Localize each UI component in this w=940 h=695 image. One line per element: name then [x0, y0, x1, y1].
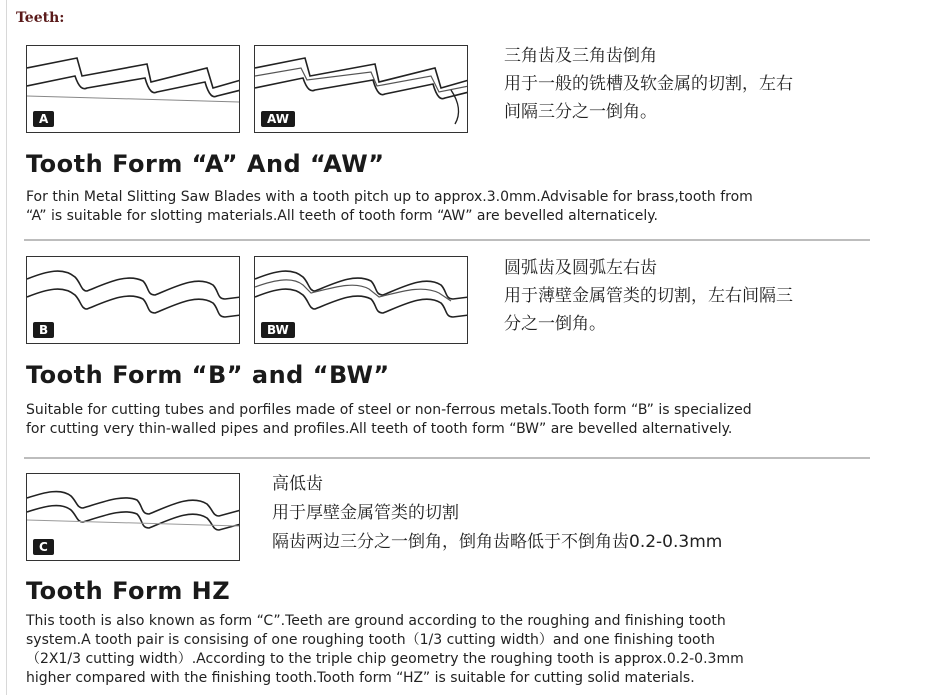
description-c-line-2: system.A tooth pair is consising of one roughing tooth（1/3 cutting width）and one finishing tooth	[26, 632, 715, 648]
description-a-line-1: For thin Metal Slitting Saw Blades with a tooth pitch up to approx.3.0mm.Advisable for brass,tooth from	[26, 189, 753, 205]
section-divider-2	[24, 457, 870, 459]
chinese-desc-b-line-1: 圆弧齿及圆弧左右齿	[504, 258, 657, 278]
tooth-profile-a-drawing	[27, 46, 240, 133]
tooth-profile-c-drawing	[27, 474, 240, 561]
badge-bw: BW	[261, 322, 295, 338]
description-a-line-2: “A” is suitable for slotting materials.All teeth of tooth form “AW” are bevelled alternaticely.	[26, 208, 658, 224]
chinese-desc-a-line-3: 间隔三分之一倒角。	[504, 102, 657, 122]
section-label: Teeth:	[16, 10, 65, 26]
heading-tooth-form-a-aw: Tooth Form “A” And “AW”	[26, 150, 385, 178]
badge-aw: AW	[261, 111, 295, 127]
tooth-diagram-bw	[254, 256, 468, 344]
section-divider-1	[24, 239, 870, 241]
tooth-diagram-c	[26, 473, 240, 561]
heading-tooth-form-b-bw: Tooth Form “B” and “BW”	[26, 361, 390, 389]
description-b-line-1: Suitable for cutting tubes and porfiles made of steel or non-ferrous metals.Tooth form “B” is specialized	[26, 402, 752, 418]
description-c-line-1: This tooth is also known as form “C”.Teeth are ground according to the roughing and finishing tooth	[26, 613, 726, 629]
chinese-desc-b-line-2: 用于薄壁金属管类的切割，左右间隔三	[504, 286, 793, 306]
tooth-diagram-aw	[254, 45, 468, 133]
chinese-desc-c-line-1: 高低齿	[272, 474, 323, 494]
chinese-desc-c-line-2: 用于厚壁金属管类的切割	[272, 503, 459, 523]
tooth-diagram-a	[26, 45, 240, 133]
badge-c: C	[33, 539, 54, 555]
chinese-desc-a-line-1: 三角齿及三角齿倒角	[504, 46, 657, 66]
description-b-line-2: for cutting very thin-walled pipes and profiles.All teeth of tooth form “BW” are bevelled alternatively.	[26, 421, 733, 437]
badge-b: B	[33, 322, 54, 338]
chinese-desc-a-line-2: 用于一般的铣槽及软金属的切割，左右	[504, 74, 793, 94]
heading-tooth-form-hz: Tooth Form HZ	[26, 577, 231, 605]
chinese-desc-c-line-3: 隔齿两边三分之一倒角，倒角齿略低于不倒角齿0.2-0.3mm	[272, 532, 723, 552]
badge-a: A	[33, 111, 54, 127]
description-c-line-3: （2X1/3 cutting width）.According to the triple chip geometry the roughing tooth is approx.0.2-0.3mm	[26, 651, 744, 667]
description-c-line-4: higher compared with the finishing tooth.Tooth form “HZ” is suitable for cutting solid materials.	[26, 670, 695, 686]
chinese-desc-b-line-3: 分之一倒角。	[504, 314, 606, 334]
tooth-profile-b-drawing	[27, 257, 240, 344]
tooth-diagram-b	[26, 256, 240, 344]
